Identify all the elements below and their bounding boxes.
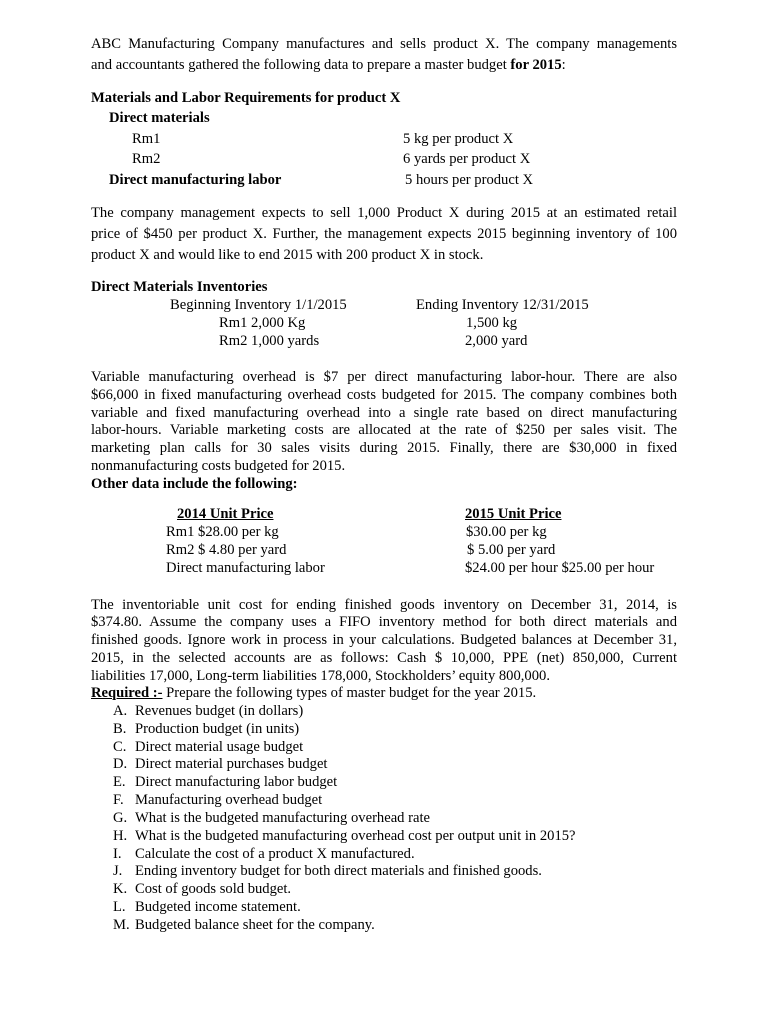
direct-materials-heading: Direct materials (109, 110, 210, 126)
list-item: H. What is the budgeted manufacturing overhead cost per output unit in 2015? (113, 828, 576, 844)
rm2-price-2015: $ 5.00 per yard (467, 542, 556, 558)
end-inventory-header: Ending Inventory 12/31/2015 (416, 297, 589, 313)
rm1-price-2015: $30.00 per kg (466, 524, 547, 540)
list-item: C. Direct material usage budget (113, 739, 304, 755)
list-item: F. Manufacturing overhead budget (113, 792, 323, 808)
inventory-para-line-1: The inventoriable unit cost for ending finished goods inventory on December 31, 2014, is (91, 597, 677, 613)
rm2-requirement: 6 yards per product X (403, 151, 531, 167)
inventory-para-line-5: liabilities 17,000, Long-term liabilities 178,000, Stockholders’ equity 800,000. (91, 668, 550, 684)
rm1-end-inventory: 1,500 kg (466, 315, 518, 331)
overhead-para-line-5: marketing plan calls for 30 sales visits during 2015. Finally, there are $30,000 in fixed (91, 440, 677, 456)
required-text: Prepare the following types of master budget for the year 2015. (162, 685, 537, 701)
col-2015-header: 2015 Unit Price (465, 506, 562, 522)
col-2014-header: 2014 Unit Price (177, 506, 274, 522)
sales-para-line-2: price of $450 per product X. Further, the management expects 2015 beginning inventory of 100 (91, 226, 677, 242)
intro-year: for 2015 (510, 57, 562, 73)
dml-price-2014-label: Direct manufacturing labor (166, 560, 325, 576)
list-item: K. Cost of goods sold budget. (113, 881, 292, 897)
dml-label: Direct manufacturing labor (109, 172, 282, 188)
rm2-price-2014: Rm2 $ 4.80 per yard (166, 542, 287, 558)
list-item: B. Production budget (in units) (113, 721, 300, 737)
rm1-requirement: 5 kg per product X (403, 131, 514, 147)
intro-line-2-text: and accountants gathered the following data to prepare a master budget (91, 57, 511, 73)
requirements-heading: Materials and Labor Requirements for product X (91, 90, 401, 106)
list-item: I. Calculate the cost of a product X manufactured. (113, 846, 415, 862)
sales-para-line-1: The company management expects to sell 1,000 Product X during 2015 at an estimated retail (91, 205, 677, 221)
overhead-para-line-6: nonmanufacturing costs budgeted for 2015. (91, 458, 346, 474)
dml-requirement: 5 hours per product X (405, 172, 534, 188)
inventory-para-line-4: 2015, in the selected accounts are as follows: Cash $ 10,000, PPE (net) 850,000, Current (91, 650, 677, 666)
rm1-label: Rm1 (132, 131, 161, 147)
overhead-para-line-2: $66,000 in fixed manufacturing overhead costs budgeted for 2015. The company combines both (91, 387, 677, 403)
intro-line-1: ABC Manufacturing Company manufactures and sells product X. The company managements (91, 36, 677, 52)
overhead-para-line-3: variable and fixed manufacturing overhead into a single rate based on direct manufacturing (91, 405, 677, 421)
intro-colon: : (561, 57, 566, 73)
rm2-end-inventory: 2,000 yard (465, 333, 528, 349)
rm2-begin-inventory: Rm2 1,000 yards (219, 333, 320, 349)
inventory-para-line-3: finished goods. Ignore work in process in your calculations. Budgeted balances at December 31, (91, 632, 677, 648)
rm1-price-2014: Rm1 $28.00 per kg (166, 524, 279, 540)
inventory-para-line-2: $374.80. Assume the company uses a FIFO inventory method for both direct materials and (91, 614, 677, 630)
required-line (91, 684, 536, 702)
list-item: G. What is the budgeted manufacturing overhead rate (113, 810, 430, 826)
required-label: Required :- (91, 685, 163, 701)
overhead-para-line-4: labor-hours. Variable marketing costs are allocated at the rate of $250 per sales visit. The (91, 422, 677, 438)
list-item: D. Direct material purchases budget (113, 756, 328, 772)
other-data-heading: Other data include the following: (91, 476, 298, 492)
overhead-para-line-1: Variable manufacturing overhead is $7 per direct manufacturing labor-hour. There are also (91, 369, 677, 385)
list-item: J. Ending inventory budget for both direct materials and finished goods. (113, 863, 542, 879)
list-item: L. Budgeted income statement. (113, 899, 301, 915)
sales-para-line-3: product X and would like to end 2015 with 200 product X in stock. (91, 247, 484, 263)
list-item: E. Direct manufacturing labor budget (113, 774, 338, 790)
rm1-begin-inventory: Rm1 2,000 Kg (219, 315, 306, 331)
list-item: M. Budgeted balance sheet for the company. (113, 917, 375, 933)
list-item: A. Revenues budget (in dollars) (113, 703, 304, 719)
dm-inventories-heading: Direct Materials Inventories (91, 279, 268, 295)
rm2-label: Rm2 (132, 151, 161, 167)
intro-line-2 (91, 56, 566, 74)
begin-inventory-header: Beginning Inventory 1/1/2015 (170, 297, 347, 313)
dml-price-2015: $24.00 per hour $25.00 per hour (465, 560, 655, 576)
